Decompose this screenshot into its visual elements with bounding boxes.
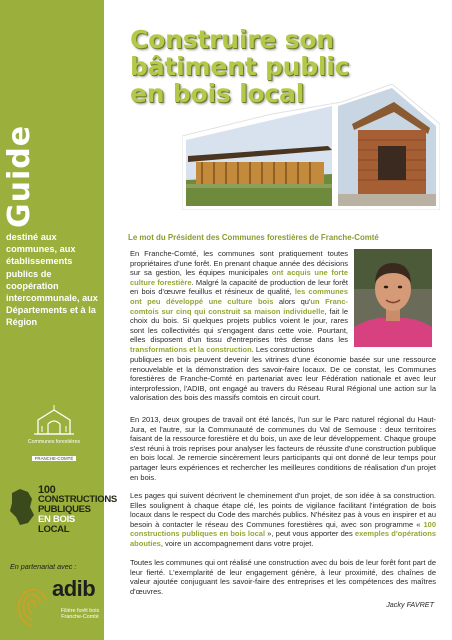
paragraph-1: [130, 249, 348, 355]
p1-text-i: . Les constructions: [251, 344, 315, 354]
adib-logo-word: adib: [52, 576, 96, 601]
100-constructions-logo: [8, 484, 117, 535]
president-portrait: [354, 249, 432, 347]
title-line-3: en bois local: [130, 79, 305, 108]
logo-100-line2: CONSTRUCTIONS: [38, 494, 117, 505]
title-line-2: bâtiment public: [130, 52, 350, 81]
100-logo-text: [38, 485, 117, 535]
adib-logo: [12, 574, 100, 636]
partner-label: En partenariat avec :: [10, 562, 77, 571]
p1-highlight-franc-comtois: un Franc-comtois sur cinq qui construit sa maison individuelle: [130, 296, 349, 316]
building-photos: [182, 84, 440, 210]
p3-highlight-programme: 100 constructions publiques en bois local: [130, 519, 436, 539]
p1-text-g: , fait le choix du bois. Si quelques projets publics voient le jour, rares sont les collectivités qui s'engagent dans cette voie. Pourtant, elles disposent d'un tissu d'entreprises très dense dans les: [130, 306, 349, 345]
franche-comte-map-icon: [8, 487, 36, 527]
p3-text-c: », peut vous apporter des: [265, 529, 355, 539]
p3-highlight-exemples: exemples d'opérations abouties: [130, 529, 436, 548]
logo-100-line1: 100: [38, 484, 56, 496]
fingerprint-icon: [12, 582, 52, 632]
paragraph-3: [130, 491, 436, 549]
paragraph-1-continued: publiques en bois peuvent devenir les vitrines d'une économie basée sur une ressource renouvelable et la démonstration des savoir-faire locaux. De ce constat, les Communes forestières de Franche-Comté en partenariat avec leur Fédération nationale et avec leur interprofession, l'ADIB, ont engagé au travers du Réseau Rural Régional une action sur la valorisation des bois des massifs comtois en circuit court.: [130, 355, 436, 403]
brown-wood-building-photo: [338, 88, 436, 206]
p3-text-e: , voire un accompagnement dans votre projet.: [160, 538, 314, 548]
p3-text-a: Les pages qui suivent décrivent le cheminement d'un projet, de son idée à sa construction. Elles soulignent à chaque étape clé, les points de vigilance facilitant l'intégration de bois locaux dans le respect du Code des marchés publics. N'hésitez pas à vous en inspirer et au besoin à contacter le réseau des Communes forestières qui, avec son programme «: [130, 491, 436, 529]
logo-100-line4: EN BOIS: [38, 514, 75, 525]
portrait-photo: [354, 249, 432, 347]
title-line-1: Construire son: [130, 25, 334, 54]
logo-100-line5: LOCAL: [38, 524, 70, 535]
p1-highlight-transformations: transformations et la construction: [130, 344, 252, 354]
adib-logo-sub: Filière forêt bois Franche-Comté: [60, 608, 100, 620]
p1-text-c: . Malgré la capacité de production de leur forêt en bois d'œuvre feuillus et résineux de qualité,: [130, 277, 348, 297]
logo-100-line3: PUBLIQUES: [38, 504, 91, 515]
vertical-guide-title: Guide: [2, 124, 37, 228]
paragraph-4: Toutes les communes qui ont réalisé une construction avec du bois de leur forêt font part de leur fierté. L'exemplarité de leur engagement génère, à leur proximité, des chaînes de valeur ajoutée conjuguant les savoir-faire des entreprises et les compétences des maîtres d'œuvres.: [130, 558, 436, 596]
p1-text-e: alors qu': [273, 296, 311, 306]
town-hall-icon: [32, 404, 76, 438]
cofor-logo-name: Communes forestières: [27, 439, 81, 445]
wooden-buildings-illustration: [182, 84, 440, 210]
paragraph-2: En 2013, deux groupes de travail ont été lancés, l'un sur le Parc naturel régional du Haut-Jura, et l'autre, sur la Communauté de communes du Val de Semouse : deux territoires faisant de la ressource forestière et du bois, un axe de leur développement. Chaque groupe s'est réuni à trois reprises pour analyser les facteurs de réussite d'une construction publique en bois local. Je remercie sincèrement leurs participants qui ont donné de leur temps pour partager leurs expériences et rechercher les meilleures conditions de réalisation d'un projet en bois.: [130, 415, 436, 482]
p1-highlight-culture: ont acquis une forte culture forestière: [130, 268, 349, 287]
p1-text-a: En Franche-Comté, les communes sont pratiquement toutes propriétaires d'une forêt. En prenant chaque année des décisions sur sa gestion, les équipes municipales: [130, 249, 348, 278]
communes-forestieres-logo: [14, 404, 94, 460]
p1-highlight-communes: les communes ont peu développé une culture bois: [130, 287, 348, 306]
cofor-logo-region: FRANCHE-COMTÉ: [32, 456, 77, 461]
sidebar: [0, 0, 117, 640]
audience-text: destiné aux communes, aux établissements publics de coopération intercommunale, aux Départements et à la Région: [6, 232, 98, 328]
signature: Jacky FAVRET: [386, 600, 434, 609]
president-heading: Le mot du Président des Communes forestières de Franche-Comté: [128, 233, 379, 242]
